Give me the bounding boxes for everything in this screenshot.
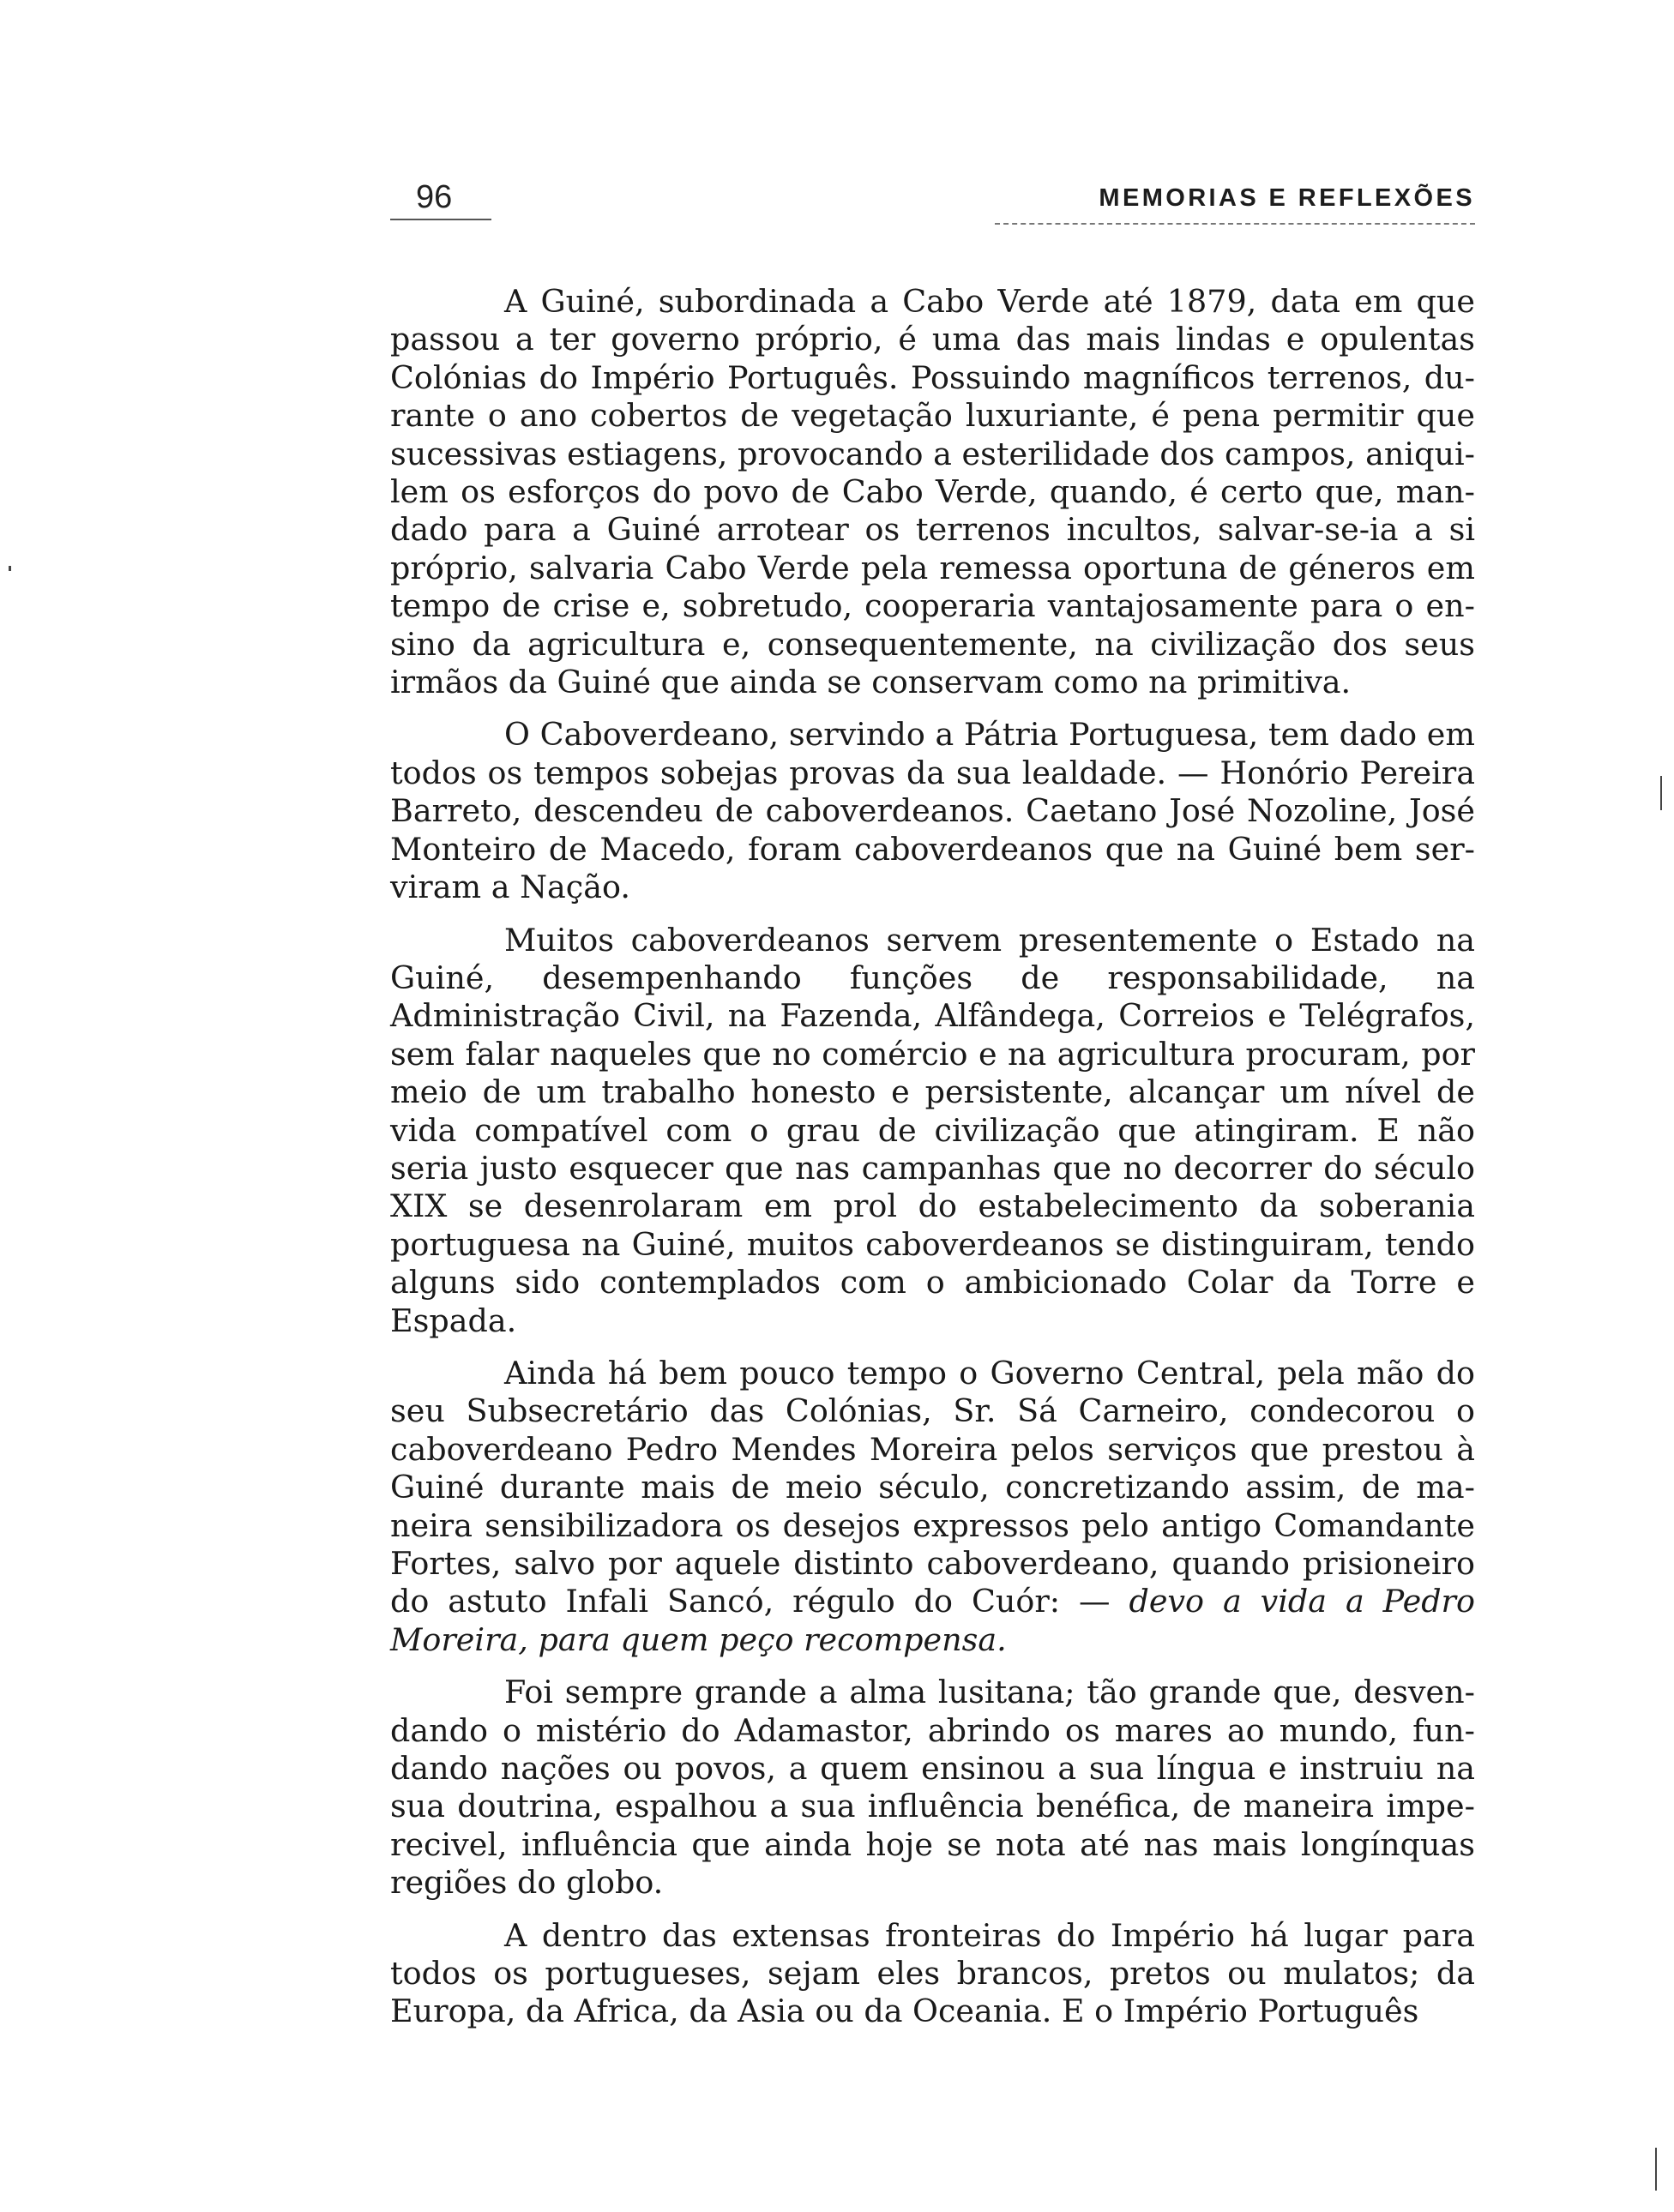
paragraph-civil-service: Muitos caboverdeanos servem presentemente o Estado na Guiné, desempenhando funções de responsabilidade, na Administração Civil, na Fazenda, Alfândega, Correios e Telégrafos, sem falar naqueles que no comércio e na agricultura procuram, por meio de um trabalho honesto e persistente, alcançar um nível de vida compatível com o grau de civilização que atingiram. E não seria justo esquecer que nas campanhas que no decorrer do século XIX se desenrolaram em prol do estabelecimento da soberania portuguesa na Guiné, muitos caboverdeanos se distinguiram, tendo alguns sido contemplados com o ambicionado Colar da Torre e Espada. bbox=[390, 921, 1475, 1339]
running-head bbox=[390, 176, 1475, 227]
paragraph-loyalty: O Caboverdeano, servindo a Pátria Portuguesa, tem dado em todos os tempos sobejas provas da sua lealdade. — Honório Pereira Barreto, descendeu de caboverdeanos. Caetano José Nozoline, José Monteiro de Macedo, foram caboverdeanos que na Guiné bem serviram a Nação. bbox=[390, 716, 1475, 906]
paragraph-empire: A dentro das extensas fronteiras do Império há lugar para todos os portugueses, sejam eles brancos, pretos ou mulatos; da Europa, da Africa, da Asia ou da Oceania. E o Império Português bbox=[390, 1916, 1475, 2030]
running-title-rule bbox=[995, 223, 1475, 225]
quoted-phrase: devo a vida a Pedro Moreira, para quem peço recompensa. bbox=[390, 1583, 1475, 1658]
body-text bbox=[390, 283, 1475, 2046]
paragraph-decoration bbox=[390, 1355, 1475, 1659]
paragraph-lusitan-soul: Foi sempre grande a alma lusitana; tão grande que, desvendando o mistério do Adamastor, abrindo os mares ao mundo, fundando nações ou povos, a quem ensinou a sua língua e instruiu na sua doutrina, espalhou a sua influência benéfica, de maneira imperecivel, influência que ainda hoje se nota até nas mais longínquas regiões do globo. bbox=[390, 1674, 1475, 1902]
page-number-rule bbox=[390, 219, 491, 220]
right-margin-mark bbox=[1660, 776, 1662, 810]
running-title: MEMORIAS E REFLEXÕES bbox=[1099, 184, 1475, 212]
paragraph-decoration-text: Ainda há bem pouco tempo o Governo Central, pela mão do seu Subsecretário das Colónias, Sr. Sá Carneiro, condecorou o caboverdeano Pedro Mendes Moreira pelos serviços que prestou à Guiné durante mais de meio século, concretizando assim, de maneira sensibilizadora os desejos expressos pelo antigo Comandante Fortes, salvo por aquele distinto caboverdeano, quando prisioneiro do astuto Infali Sancó, régulo do Cuór: — bbox=[390, 1354, 1475, 1620]
left-margin-dot bbox=[9, 566, 11, 571]
paragraph-guine-colony: A Guiné, subordinada a Cabo Verde até 1879, data em que passou a ter governo próprio, é uma das mais lindas e opulentas Colónias do Império Português. Possuindo magníficos terrenos, durante o ano cobertos de vegetação luxuriante, é pena permitir que sucessivas estiagens, provocando a esterilidade dos campos, aniquilem os esforços do povo de Cabo Verde, quando, é certo que, mandado para a Guiné arrotear os terrenos incultos, salvar-se-ia a si próprio, salvaria Cabo Verde pela remessa oportuna de géneros em tempo de crise e, sobretudo, cooperaria vantajosamente para o ensino da agricultura e, consequentemente, na civilização dos seus irmãos da Guiné que ainda se conservam como na primitiva. bbox=[390, 283, 1475, 701]
right-margin-mark-lower bbox=[1655, 2148, 1657, 2191]
page-number: 96 bbox=[416, 179, 453, 215]
